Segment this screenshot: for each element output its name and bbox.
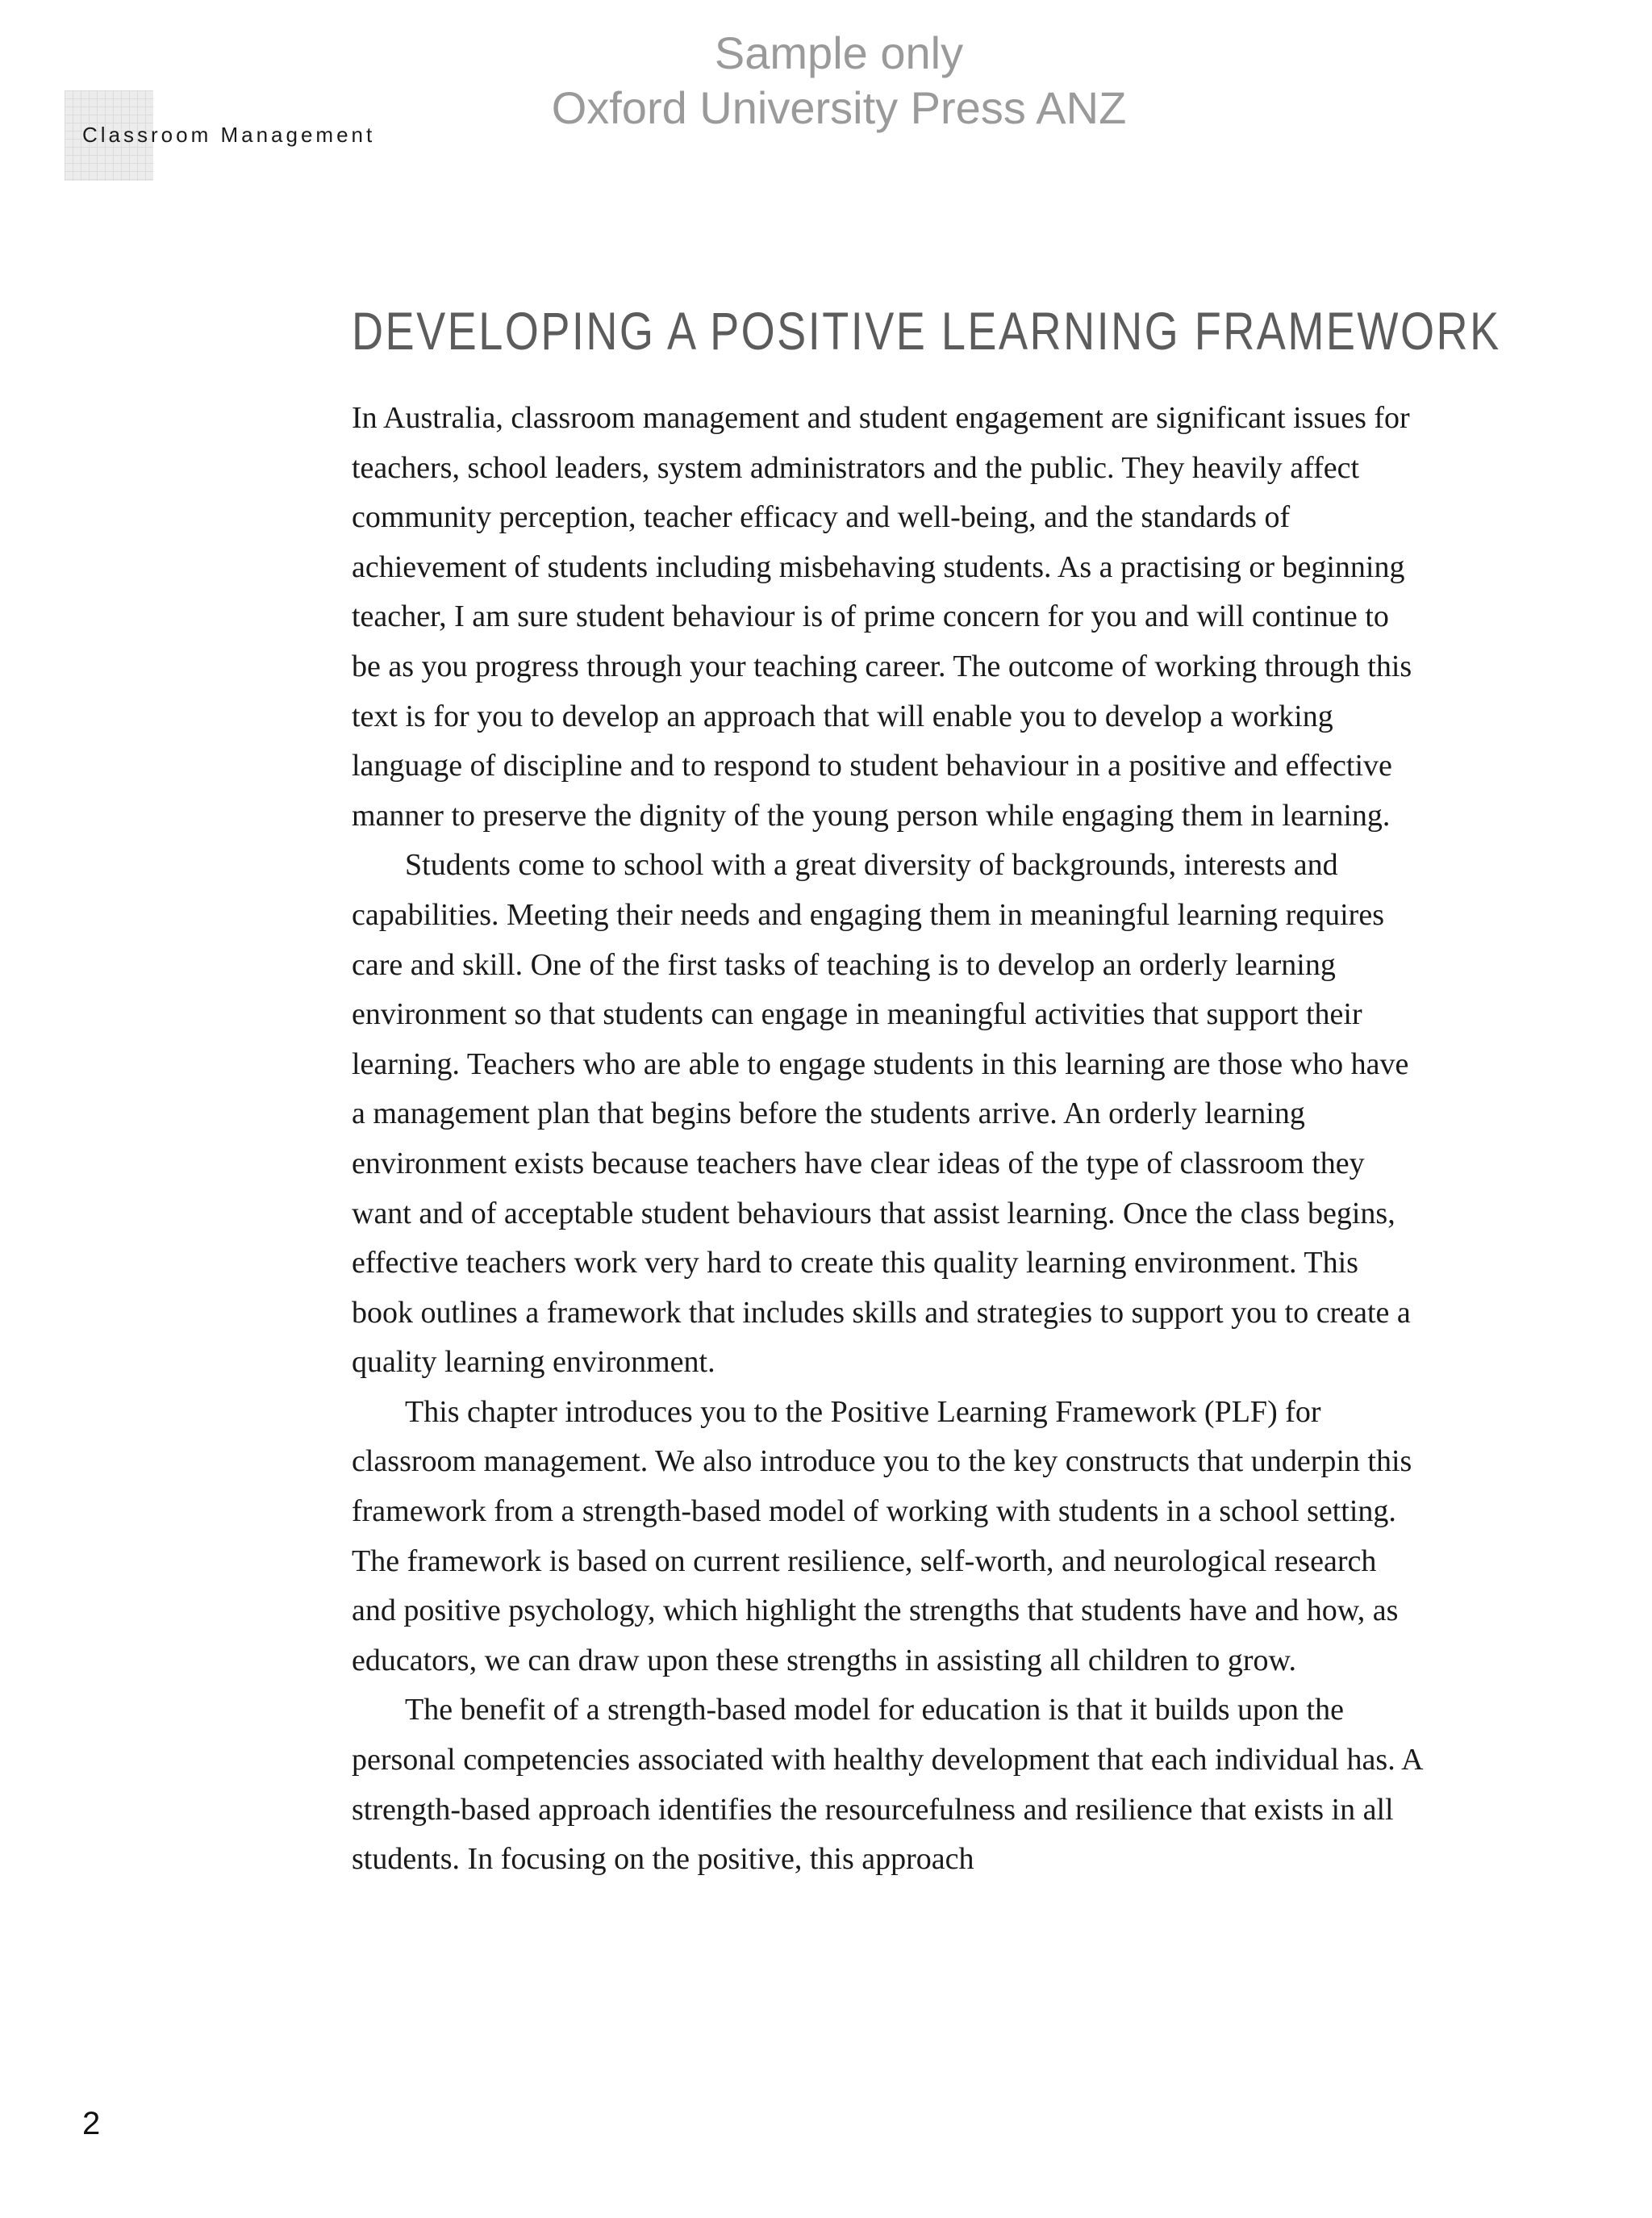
body-paragraph-3: This chapter introduces you to the Positive Learning Framework (PLF) for classroom management. We also introduce you to the key constructs that underpin this framework from a strength-based model of working with students in a school setting. The framework is based on current resilience, self-worth, and neurological research and positive psychology, which highlight the strengths that students have and how, as educators, we can draw upon these strengths in assisting all children to grow. [352,1394,1412,1677]
body-paragraph-4: The benefit of a strength-based model for education is that it builds upon the personal competencies associated with healthy development that each individual has. A strength-based approach identifies the resourcefulness and resilience that exists in all students. In focusing on the positive, this approach [352,1693,1422,1877]
watermark-line-1: Sample only [714,27,964,78]
running-head-text: Classroom Management [82,123,376,147]
sample-watermark [419,26,1258,136]
section-title: DEVELOPING A POSITIVE LEARNING FRAMEWORK [352,301,1501,361]
body-paragraph-1: In Australia, classroom management and student engagement are significant issues for teachers, school leaders, system administrators and the public. They heavily affect community perception, teacher efficacy and well-being, and the standards of achievement of students including misbehaving students. As a practising or beginning teacher, I am sure student behaviour is of prime concern for you and will continue to be as you progress through your teaching career. The outcome of working through this text is for you to develop an approach that will enable you to develop a working language of discipline and to respond to student behaviour in a positive and effective manner to preserve the dignity of the young person while engaging them in learning. [352,401,1412,833]
body-paragraph-2: Students come to school with a great diversity of backgrounds, interests and capabilities. Meeting their needs and engaging them in meaningful learning requires care and skill. One of the first tasks of teaching is to develop an orderly learning environment so that students can engage in meaningful activities that support their learning. Teachers who are able to engage students in this learning are those who have a management plan that begins before the students arrive. An orderly learning environment exists because teachers have clear ideas of the type of classroom they want and of acceptable student behaviours that assist learning. Once the class begins, effective teachers work very hard to create this quality learning environment. This book outlines a framework that includes skills and strategies to support you to create a quality learning environment. [352,848,1411,1380]
page-body [352,297,1501,1885]
page-number: 2 [82,2106,101,2141]
watermark-line-2: Oxford University Press ANZ [551,82,1127,133]
